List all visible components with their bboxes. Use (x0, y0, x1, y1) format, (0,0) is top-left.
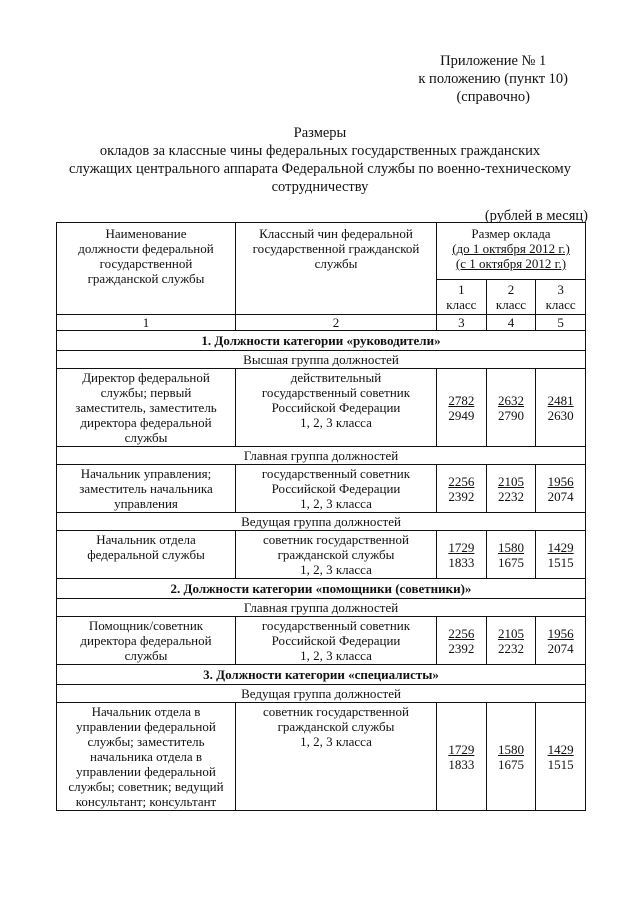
salary-cell (437, 369, 487, 447)
header-class-3: 3 класс (536, 280, 586, 315)
salary-old: 1580 (497, 539, 524, 555)
appendix-line: к положению (пункт 10) (418, 71, 568, 87)
section-heading: 3. Должности категории «специалисты» (57, 665, 586, 685)
header-salary (437, 223, 586, 280)
salary-cell (486, 369, 536, 447)
salary-old: 1956 (547, 473, 574, 489)
salary-new: 1833 (448, 554, 475, 570)
position-cell: Начальник управления; заместитель начальника управления (57, 465, 236, 513)
salary-new: 2392 (448, 488, 475, 504)
header-rank: Классный чин федеральной государственной гражданской службы (236, 223, 437, 315)
table-row (57, 465, 586, 513)
salary-cell (437, 617, 487, 665)
section-heading: 2. Должности категории «помощники (советники)» (57, 579, 586, 599)
appendix-note (418, 52, 568, 106)
salary-new: 2232 (497, 488, 524, 504)
section-heading: 1. Должности категории «руководители» (57, 331, 586, 351)
header-class-1: 1 класс (437, 280, 487, 315)
units-note: (рублей в месяц) (484, 208, 588, 224)
table-row (57, 617, 586, 665)
salary-cell (486, 531, 536, 579)
group-heading: Высшая группа должностей (57, 351, 586, 369)
salary-old: 1429 (547, 539, 574, 555)
salary-old: 1729 (448, 539, 475, 555)
salary-cell (536, 369, 586, 447)
salary-old: 1956 (547, 625, 574, 641)
column-number: 5 (536, 315, 586, 331)
table-row (57, 369, 586, 447)
salary-old: 1580 (497, 741, 524, 757)
header-class-2: 2 класс (486, 280, 536, 315)
rank-cell: государственный советник Российской Федерации 1, 2, 3 класса (236, 617, 437, 665)
salary-old: 2105 (497, 473, 524, 489)
salary-old: 2256 (448, 625, 475, 641)
salary-new: 2074 (547, 488, 574, 504)
table-row (57, 531, 586, 579)
salary-new: 1515 (547, 756, 574, 772)
appendix-line: Приложение № 1 (440, 53, 547, 69)
salary-old: 2481 (547, 392, 574, 408)
group-heading: Главная группа должностей (57, 599, 586, 617)
salary-old: 1729 (448, 741, 475, 757)
salary-cell (486, 703, 536, 811)
salary-old: 2105 (497, 625, 524, 641)
salary-new: 2949 (448, 407, 475, 423)
document-title (40, 124, 600, 196)
salary-new: 1833 (448, 756, 475, 772)
salary-new: 2630 (547, 407, 574, 423)
salary-old: 2632 (497, 392, 524, 408)
salary-old: 1429 (547, 741, 574, 757)
table-row (57, 703, 586, 811)
appendix-line: (справочно) (456, 89, 530, 105)
salary-cell (486, 465, 536, 513)
column-number: 2 (236, 315, 437, 331)
salary-new: 1515 (547, 554, 574, 570)
salary-new: 1675 (497, 756, 524, 772)
position-cell: Директор федеральной службы; первый заместитель, заместитель директора федеральной службы (57, 369, 236, 447)
position-cell: Начальник отдела в управлении федеральной службы; заместитель начальника отдела в управлении федеральной службы; советник; ведущий консультант; консультант (57, 703, 236, 811)
column-number: 1 (57, 315, 236, 331)
header-salary-new: (с 1 октября 2012 г.) (455, 256, 567, 271)
rank-cell: советник государственной гражданской службы 1, 2, 3 класса (236, 531, 437, 579)
header-position: Наименование должности федеральной государственной гражданской службы (57, 223, 236, 315)
salary-new: 1675 (497, 554, 524, 570)
salary-new: 2392 (448, 640, 475, 656)
position-cell: Начальник отдела федеральной службы (57, 531, 236, 579)
salary-new: 2232 (497, 640, 524, 656)
salary-table (56, 222, 586, 811)
rank-cell: советник государственной гражданской службы 1, 2, 3 класса (236, 703, 437, 811)
group-heading: Ведущая группа должностей (57, 513, 586, 531)
salary-cell (536, 703, 586, 811)
salary-old: 2256 (448, 473, 475, 489)
salary-cell (437, 531, 487, 579)
title-line: окладов за классные чины федеральных государственных гражданских (99, 143, 541, 159)
rank-cell: действительный государственный советник Российской Федерации 1, 2, 3 класса (236, 369, 437, 447)
header-salary-title: Размер оклада (471, 226, 551, 241)
group-heading: Главная группа должностей (57, 447, 586, 465)
salary-cell (437, 465, 487, 513)
rank-cell: государственный советник Российской Федерации 1, 2, 3 класса (236, 465, 437, 513)
salary-cell (437, 703, 487, 811)
salary-new: 2074 (547, 640, 574, 656)
position-cell: Помощник/советник директора федеральной службы (57, 617, 236, 665)
group-heading: Ведущая группа должностей (57, 685, 586, 703)
column-number: 4 (486, 315, 536, 331)
salary-cell (536, 531, 586, 579)
column-number: 3 (437, 315, 487, 331)
salary-cell (486, 617, 536, 665)
salary-old: 2782 (448, 392, 475, 408)
salary-new: 2790 (497, 407, 524, 423)
salary-cell (536, 617, 586, 665)
title-line: служащих центрального аппарата Федеральной службы по военно-техническому (69, 161, 571, 177)
salary-cell (536, 465, 586, 513)
header-salary-old: (до 1 октября 2012 г.) (452, 241, 570, 256)
title-line: Размеры (293, 125, 347, 141)
title-line: сотрудничеству (271, 179, 369, 195)
